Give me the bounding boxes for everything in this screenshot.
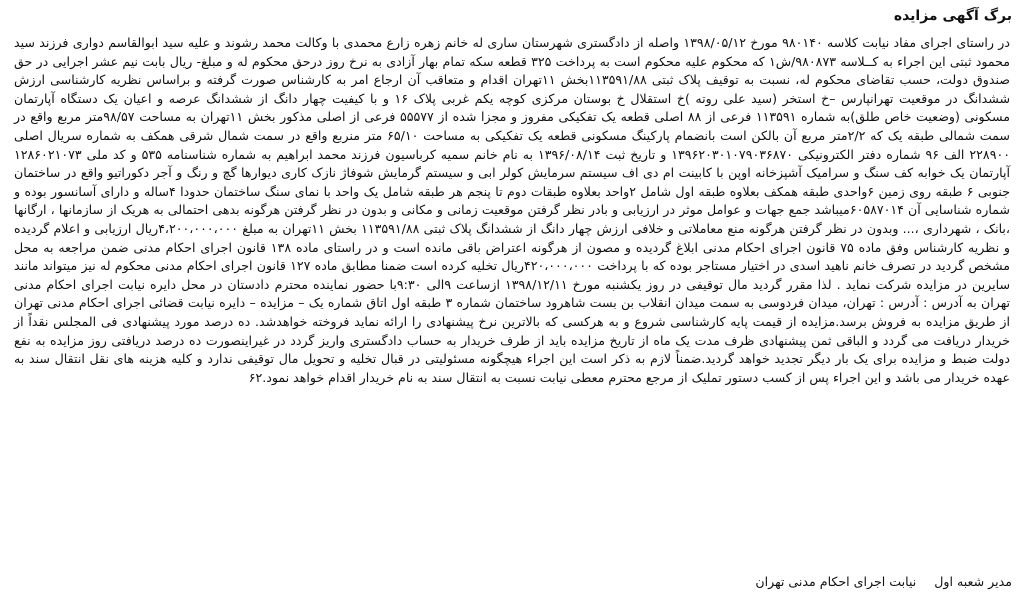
notice-body <box>10 34 1014 387</box>
signature-block <box>755 574 1012 589</box>
signature-office: نیابت اجرای احکام مدنی تهران <box>755 574 917 589</box>
notice-paragraph: در راستای اجرای مفاد نیابت کلاسه ۹۸۰۱۴۰ مورخ ۱۳۹۸/۰۵/۱۲ واصله از دادگستری شهرستان ساری له خانم زهره زارع محمدی با وکالت محمد رشوند و علیه سید ابوالقاسم دواری فرزند سید محمود ثبتی این اجراء به کــلاسه ۹۸۰۸۷۳/ش۱ که محکوم علیه محکوم است به پرداخت ۳۲۵ قطعه سکه تمام بهار آزادی به نرخ روز درحق محکوم له و مبلغ- ریال بابت نیم عشر اجرایی در حق صندوق دولت، حسب تقاضای محکوم له، نسبت به توقیف پلاک ثبتی ۱۱۳۵۹۱/۸۸بخش ۱۱تهران اقدام و متعاقب آن ارجاع امر به کارشناس صورت گرفته و براساس نظریه کارشناسی ارزش ششدانگ در موقعیت تهرانپارس –خ استخر (سید علی روته )خ استقلال خ بوستان مرکزی کوچه یکم غربی پلاک ۱۶ و با کیفیت چهار دانگ از ششدانگ عرصه و اعیان یک دستگاه آپارتمان مسکونی (وضعیت خاص طلق)به شماره ۱۱۳۵۹۱ فرعی از ۸۸ اصلی قطعه یک تفکیکی مفروز و مجزا شده از ۵۵۵۷۷ فرعی از اصلی مذکور بخش ۱۱تهران به مساحت ۹۸/۵۷متر مربع واقع در سمت شمالی طبقه یک که ۲/۲متر مربع آن بالکن است بانضمام پارکینگ مسکونی قطعه یک تفکیکی به مساحت ۶۵/۱۰ متر منربع واقع در سمت شمال شرقی همکف به شماره سریال اصلی ۲۲۸۹۰۰ الف ۹۶ شماره دفتر الکترونیکی ۱۳۹۶۲۰۳۰۱۰۷۹۰۳۶۸۷۰ و تاریخ ثبت ۱۳۹۶/۰۸/۱۴ به نام خانم سمیه کرباسیون فرزند محمد ابراهیم به شماره شناسنامه ۵۳۵ و کد ملی ۱۲۸۶۰۲۱۰۷۳ آپارتمان یک خوابه کف سنگ و سرامیک آشپزخانه اوپن با کابینت ام دی اف سیستم سرمایش کولر ابی و سیستم گرمایش شوفاژ نازک کاری دیوارها گچ و رنگ و آجر دکوراتیو واقع در ساختمان جنوبی ۶ طبقه روی زمین ۶واحدی طبقه همکف بعلاوه طبقه اول شامل ۲واحد بعلاوه طبقات دوم تا پنجم هر طبقه شامل یک واحد با نمای سنگ ساختمان حدودا ۴ساله و دارای آسانسور بوده و شماره شناسایی آن ۶۰۵۸۷۰۱۴میباشد جمع جهات و عوامل موثر در ارزیابی و بادر نظر گرفتن موقعیت زمانی و مکانی و بدون در نظر گرفتن هرگونه بدهی احتمالی به هریک از سازمانها ، ارگانها ،بانک ، شهرداری ،... وبدون در نظر گرفتن هرگونه منع معاملاتی و خلافی ارزش چهار دانگ از ششدانگ پلاک ثبتی ۱۱۳۵۹۱/۸۸ بخش ۱۱تهران به مبلغ ۴،۲۰۰،۰۰۰،۰۰۰ریال ارزیابی و اعلام گردیده و نظریه کارشناس وفق ماده ۷۵ قانون اجرای احکام مدنی ابلاغ گردیده و مصون از هرگونه اعتراض باقی مانده است و در راستای ماده ۱۳۸ قانون اجرای احکام مدنی ضمن مراجعه به محل مشخص گردید در تصرف خانم ناهید اسدی در اختیار مستاجر بوده که با پرداخت ۴۲۰،۰۰۰،۰۰۰ریال تخلیه کرده است ضمنا مطابق ماده ۱۲۷ قانون اجرای احکام مدنی محکوم له نیز میتواند مانند سایرین در مزایده شرکت نماید . لذا مقرر گردید مال توقیفی در روز یکشنبه مورخ ۱۳۹۸/۱۲/۱۱ ازساعت ۹الی ۹:۳۰با حضور نماینده محترم دادستان در محل دایره نیابت اجرای احکام مدنی تهران به آدرس : آدرس : تهران، میدان فردوسی به سمت میدان انقلاب بن بست شاهرود ساختمان شماره ۳ طبقه اول اتاق شماره یک – مزایده – دایره نیابت قضائی اجرای احکام مدنی تهران از طریق مزایده به فروش برسد.مزایده از قیمت پایه کارشناسی شروع و به هرکسی که بالاترین نرخ پیشنهادی را ارائه نماید فروخته خواهدشد. ده درصد مورد پیشنهادی فی المجلس نقداً از خریدار دریافت می گردد و الباقی ثمن پیشنهادی ظرف مدت یک ماه از تاریخ مزایده باید از طرف خریدار به حساب دادگستری واریز گردد در غیراینصورت ده درصد دریافتی روز مزایده به نفع دولت ضبط و مزایده برای یک بار دیگر تجدید خواهد گردید.ضمناً لازم به ذکر است این اجراء هیچگونه مسئولیتی در قبال تخلیه و تحویل مال توقیفی ندارد و کلیه هزینه های نقل انتقال سند به عهده خریدار می باشد و این اجراء پس از کسب دستور تملیک از مرجع محترم معطی نیابت نسبت به انتقال سند به نام خریدار اقدام خواهد نمود.۶۲ <box>14 35 1011 385</box>
signature-role: مدیر شعبه اول <box>934 574 1012 589</box>
notice-title: برگ آگهی مزایده <box>893 8 1012 24</box>
